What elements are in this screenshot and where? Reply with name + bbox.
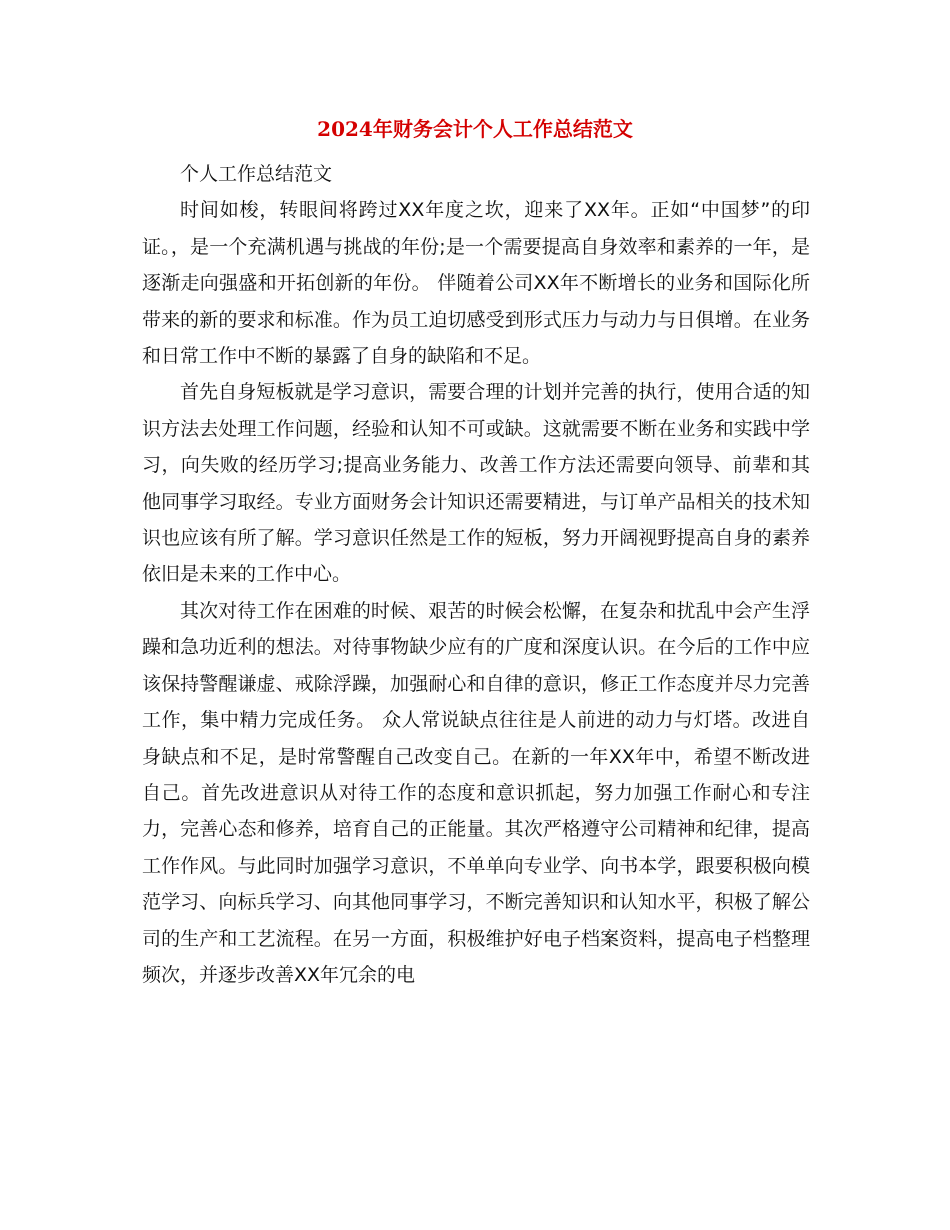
document-body [142, 156, 810, 993]
body-paragraph-3: 其次对待工作在困难的时候、艰苦的时候会松懈，在复杂和扰乱中会产生浮躁和急功近利的想法。对待事物缺少应有的广度和深度认识。在今后的工作中应该保持警醒谦虚、戒除浮躁，加强耐心和自律的意识，修正工作态度并尽力完善工作，集中精力完成任务。 众人常说缺点往往是人前进的动力与灯塔。改进自身缺点和不足，是时常警醒自己改变自己。在新的一年XX年中，希望不断改进自己。首先改进意识从对待工作的态度和意识抓起，努力加强工作耐心和专注力，完善心态和修养，培育自己的正能量。其次严格遵守公司精神和纪律，提高工作作风。与此同时加强学习意识，不单单向专业学、向书本学，跟要积极向模范学习、向标兵学习、向其他同事学习，不断完善知识和认知水平，积极了解公司的生产和工艺流程。在另一方面，积极维护好电子档案资料，提高电子档整理频次，并逐步改善XX年冗余的电 [142, 599, 810, 986]
body-paragraph-1: 时间如梭，转眼间将跨过XX年度之坎，迎来了XX年。正如“中国梦”的印证。，是一个充满机遇与挑战的年份;是一个需要提高自身效率和素养的一年，是逐渐走向强盛和开拓创新的年份。 伴随着公司XX年不断增长的业务和国际化所带来的新的要求和标准。作为员工迫切感受到形式压力与动力与日俱增。在业务和日常工作中不断的暴露了自身的缺陷和不足。 [142, 199, 810, 368]
body-paragraph-2: 首先自身短板就是学习意识，需要合理的计划并完善的执行，使用合适的知识方法去处理工作问题，经验和认知不可或缺。这就需要不断在业务和实践中学习，向失败的经历学习;提高业务能力、改善工作方法还需要向领导、前辈和其他同事学习取经。专业方面财务会计知识还需要精进，与订单产品相关的技术知识也应该有所了解。学习意识任然是工作的短板，努力开阔视野提高自身的素养依旧是未来的工作中心。 [142, 381, 810, 586]
document-title: 2024年财务会计个人工作总结范文 [317, 117, 633, 141]
subtitle-paragraph: 个人工作总结范文 [180, 163, 333, 185]
